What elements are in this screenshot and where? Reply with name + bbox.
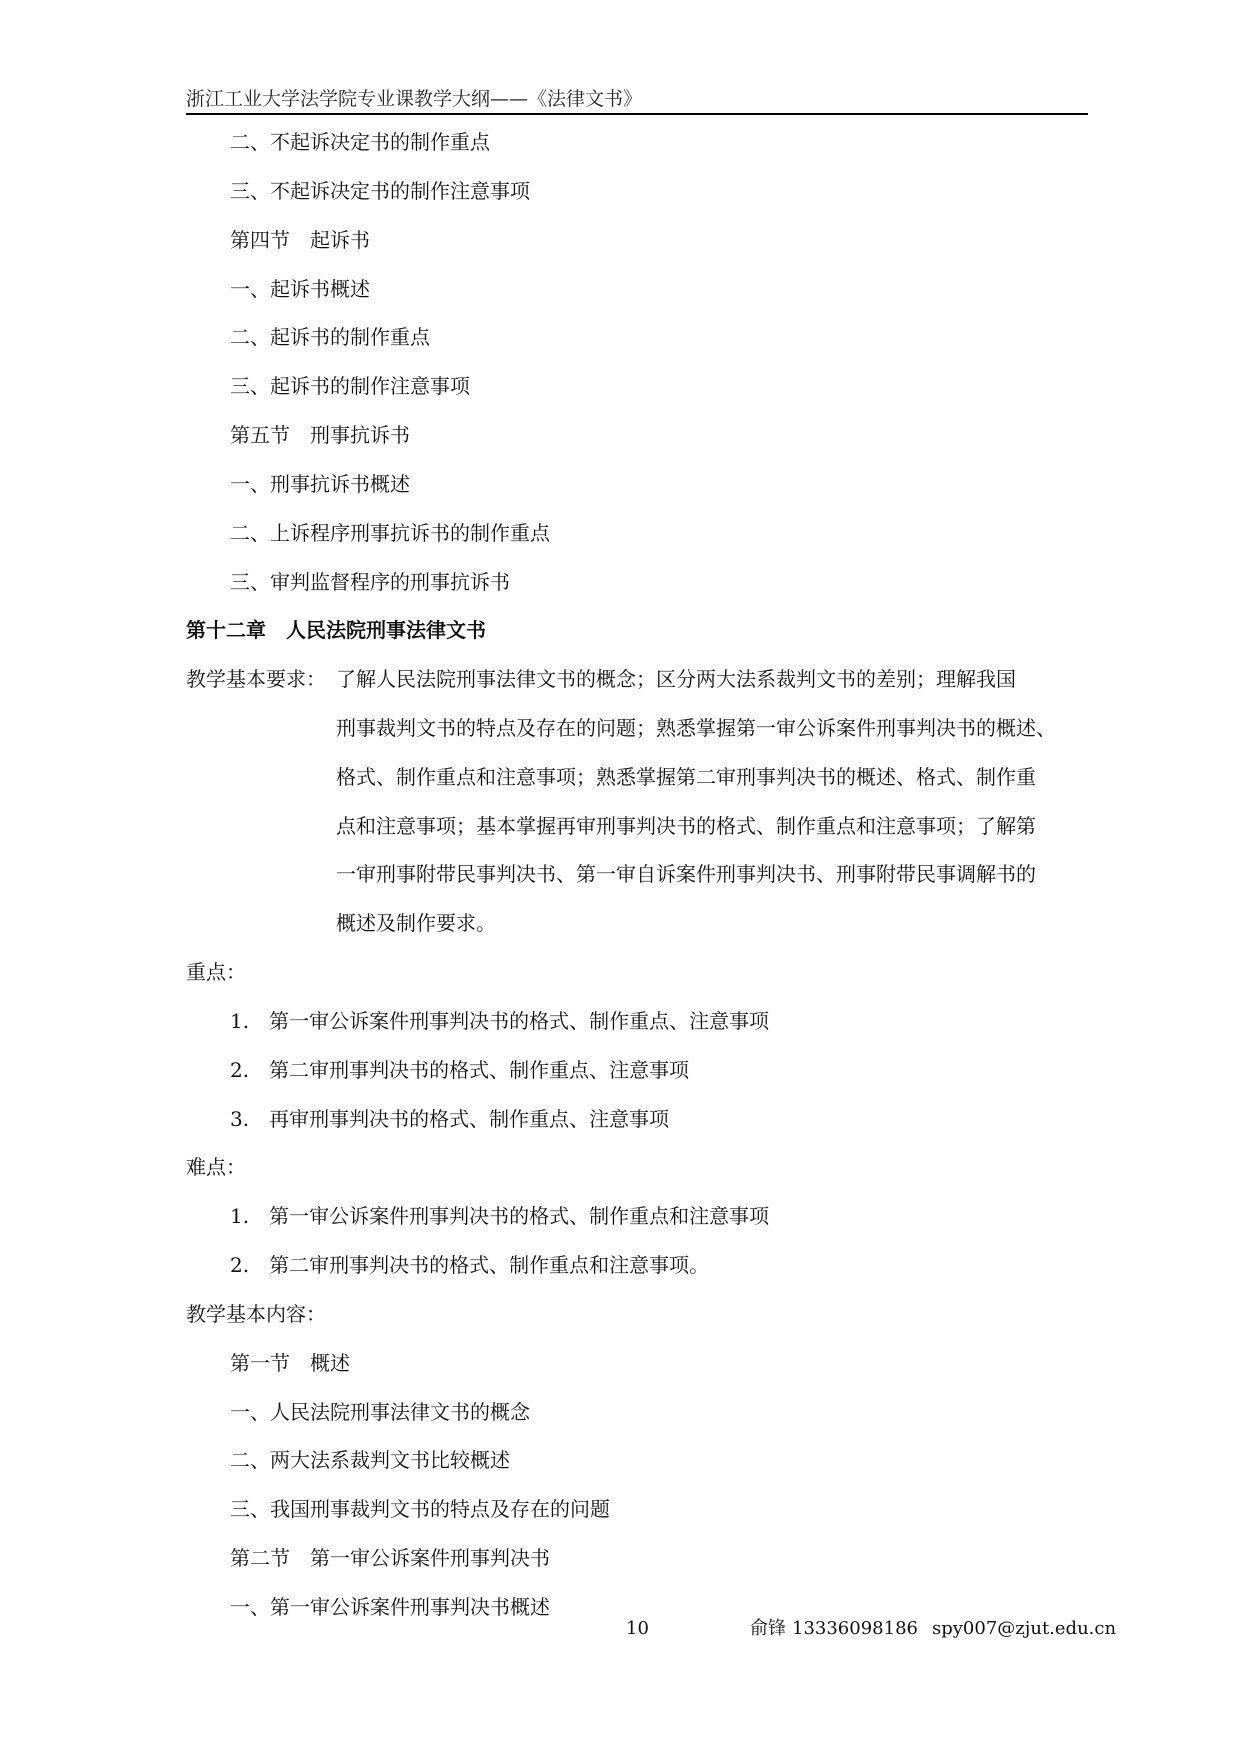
outline-item: 一、人民法院刑事法律文书的概念 [230,1400,530,1424]
footer-phone: 13336098186 [792,1618,918,1639]
chapter-title: 第十二章 人民法院刑事法律文书 [186,618,486,642]
section-heading: 第五节 刑事抗诉书 [230,423,410,447]
outline-item: 一、刑事抗诉书概述 [230,472,410,496]
footer-author: 俞锋 [750,1618,786,1639]
page-number: 10 [626,1618,649,1639]
section-heading: 第一节 概述 [230,1351,350,1375]
key-point-item: 1. 第一审公诉案件刑事判决书的格式、制作重点、注意事项 [230,1009,770,1033]
requirements-line: 刑事裁判文书的特点及存在的问题；熟悉掌握第一审公诉案件刑事判决书的概述、 [336,716,1056,740]
content-label: 教学基本内容： [186,1302,326,1326]
requirements-line: 了解人民法院刑事法律文书的概念；区分两大法系裁判文书的差别；理解我国 [336,667,1016,691]
outline-item: 三、起诉书的制作注意事项 [230,374,470,398]
difficult-point-item: 2. 第二审刑事判决书的格式、制作重点和注意事项。 [230,1253,710,1277]
outline-item: 二、两大法系裁判文书比较概述 [230,1448,510,1472]
requirements-label: 教学基本要求： [186,667,326,691]
outline-item: 二、上诉程序刑事抗诉书的制作重点 [230,521,550,545]
outline-item: 一、起诉书概述 [230,277,370,301]
key-points-label: 重点： [186,960,246,984]
requirements-line: 点和注意事项；基本掌握再审刑事判决书的格式、制作重点和注意事项；了解第 [336,814,1036,838]
difficult-point-item: 1. 第一审公诉案件刑事判决书的格式、制作重点和注意事项 [230,1204,770,1228]
header-rule [186,113,1088,115]
page-header: 浙江工业大学法学院专业课教学大纲——《法律文书》 [186,88,643,110]
outline-item: 二、起诉书的制作重点 [230,325,430,349]
section-heading: 第二节 第一审公诉案件刑事判决书 [230,1546,550,1570]
outline-item: 三、不起诉决定书的制作注意事项 [230,179,530,203]
outline-item: 一、第一审公诉案件刑事判决书概述 [230,1595,550,1619]
outline-item: 三、我国刑事裁判文书的特点及存在的问题 [230,1497,610,1521]
section-heading: 第四节 起诉书 [230,228,370,252]
requirements-line: 一审刑事附带民事判决书、第一审自诉案件刑事判决书、刑事附带民事调解书的 [336,862,1036,886]
key-point-item: 2. 第二审刑事判决书的格式、制作重点、注意事项 [230,1058,690,1082]
outline-item: 三、审判监督程序的刑事抗诉书 [230,570,510,594]
difficult-points-label: 难点： [186,1155,246,1179]
outline-item: 二、不起诉决定书的制作重点 [230,130,490,154]
footer-email: spy007@zjut.edu.cn [932,1618,1117,1639]
requirements-line: 格式、制作重点和注意事项；熟悉掌握第二审刑事判决书的概述、格式、制作重 [336,765,1036,789]
requirements-line: 概述及制作要求。 [336,911,496,935]
key-point-item: 3. 再审刑事判决书的格式、制作重点、注意事项 [230,1107,670,1131]
